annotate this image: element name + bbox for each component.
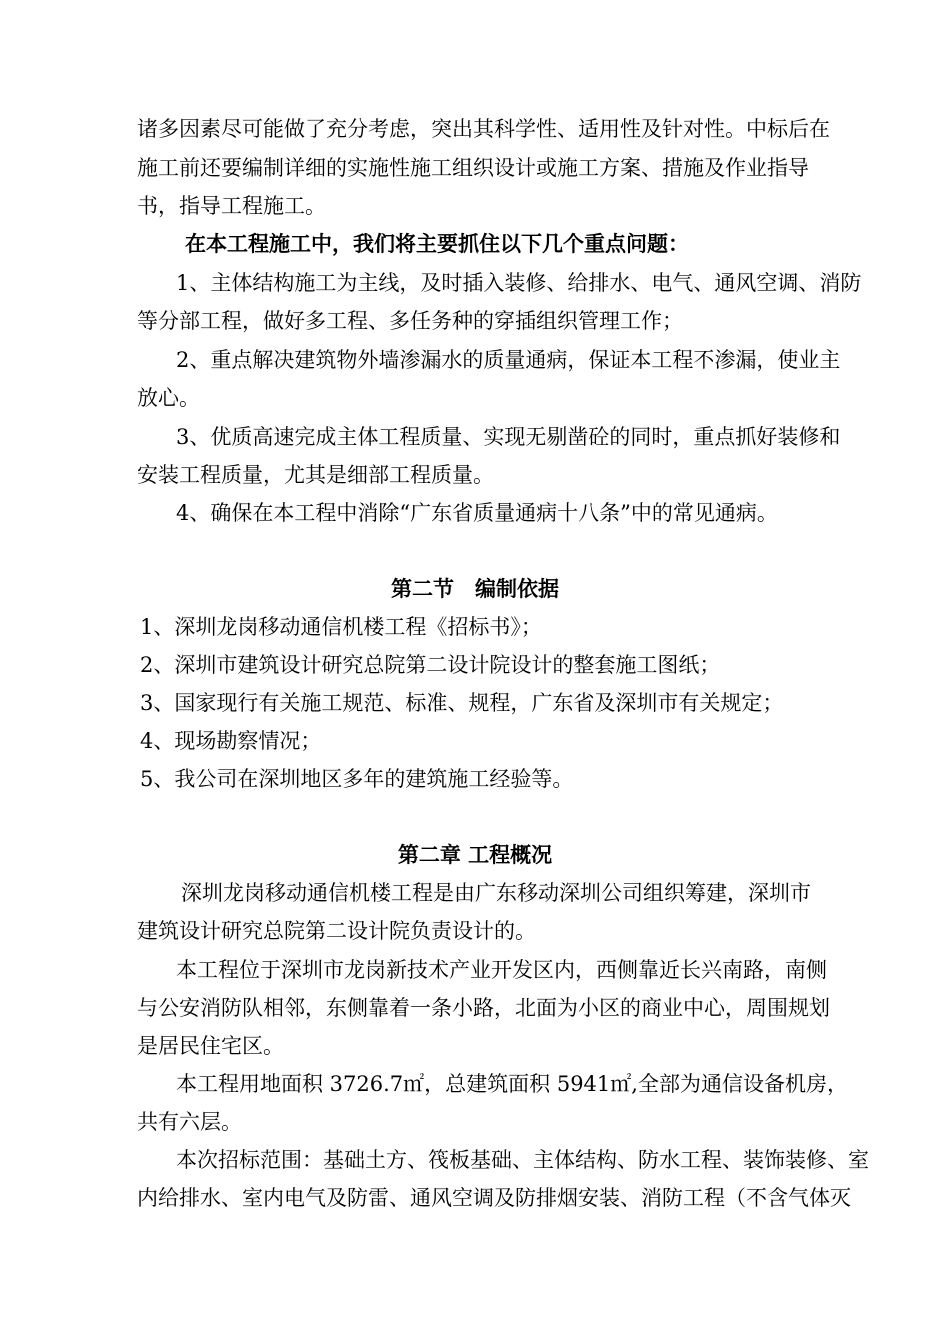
overview-p2-line-2: 与公安消防队相邻，东侧靠着一条小路，北面为小区的商业中心，周围规划 (137, 996, 830, 1020)
overview-p4-line-2: 内给排水、室内电气及防雷、通风空调及防排烟安装、消防工程（不含气体灭 (137, 1186, 851, 1210)
key-point-2-line-1: 2、重点解决建筑物外墙渗漏水的质量通病，保证本工程不渗漏，使业主 (176, 348, 841, 372)
overview-p4-line-1: 本次招标范围：基础土方、筏板基础、主体结构、防水工程、装饰装修、室 (176, 1148, 869, 1172)
key-point-1-line-2: 等分部工程，做好多工程、多任务种的穿插组织管理工作； (137, 309, 683, 333)
key-point-4: 4、确保在本工程中消除“广东省质量通病十八条”中的常见通病。 (176, 501, 778, 525)
overview-p3-line-1: 本工程用地面积 3726.7㎡，总建筑面积 5941㎡,全部为通信设备机房， (176, 1072, 848, 1096)
section-2-item-1: 1、深圳龙岗移动通信机楼工程《招标书》； (140, 615, 542, 639)
overview-p1-line-2: 建筑设计研究总院第二设计院负责设计的。 (137, 919, 536, 943)
key-point-3-line-1: 3、优质高速完成主体工程质量、实现无剔凿砼的同时，重点抓好装修和 (176, 425, 841, 449)
key-point-1-line-1: 1、主体结构施工为主线，及时插入装修、给排水、电气、通风空调、消防 (176, 271, 862, 295)
intro-line-2: 施工前还要编制详细的实施性施工组织设计或施工方案、措施及作业指导 (137, 156, 809, 180)
section-2-item-4: 4、现场勘察情况； (140, 729, 322, 753)
key-point-2-line-2: 放心。 (137, 386, 200, 410)
overview-p2-line-1: 本工程位于深圳市龙岗新技术产业开发区内，西侧靠近长兴南路，南侧 (176, 958, 827, 982)
chapter-2-title: 第二章 工程概况 (397, 842, 553, 867)
section-2-item-3: 3、国家现行有关施工规范、标准、规程，广东省及深圳市有关规定； (140, 691, 784, 715)
overview-p2-line-3: 是居民住宅区。 (137, 1034, 284, 1058)
overview-p1-line-1: 深圳龙岗移动通信机楼工程是由广东移动深圳公司组织筹建，深圳市 (181, 881, 811, 905)
section-2-item-2: 2、深圳市建筑设计研究总院第二设计院设计的整套施工图纸； (140, 653, 721, 677)
intro-line-1: 诸多因素尽可能做了充分考虑，突出其科学性、适用性及针对性。中标后在 (137, 117, 830, 141)
overview-p3-line-2: 共有六层。 (137, 1110, 242, 1134)
section-2-item-5: 5、我公司在深圳地区多年的建筑施工经验等。 (140, 767, 574, 791)
intro-line-3: 书，指导工程施工。 (137, 194, 326, 218)
key-point-3-line-2: 安装工程质量，尤其是细部工程质量。 (137, 463, 494, 487)
section-2-title: 第二节 编制依据 (391, 576, 559, 601)
key-points-heading: 在本工程施工中，我们将主要抓住以下几个重点问题： (185, 231, 689, 256)
